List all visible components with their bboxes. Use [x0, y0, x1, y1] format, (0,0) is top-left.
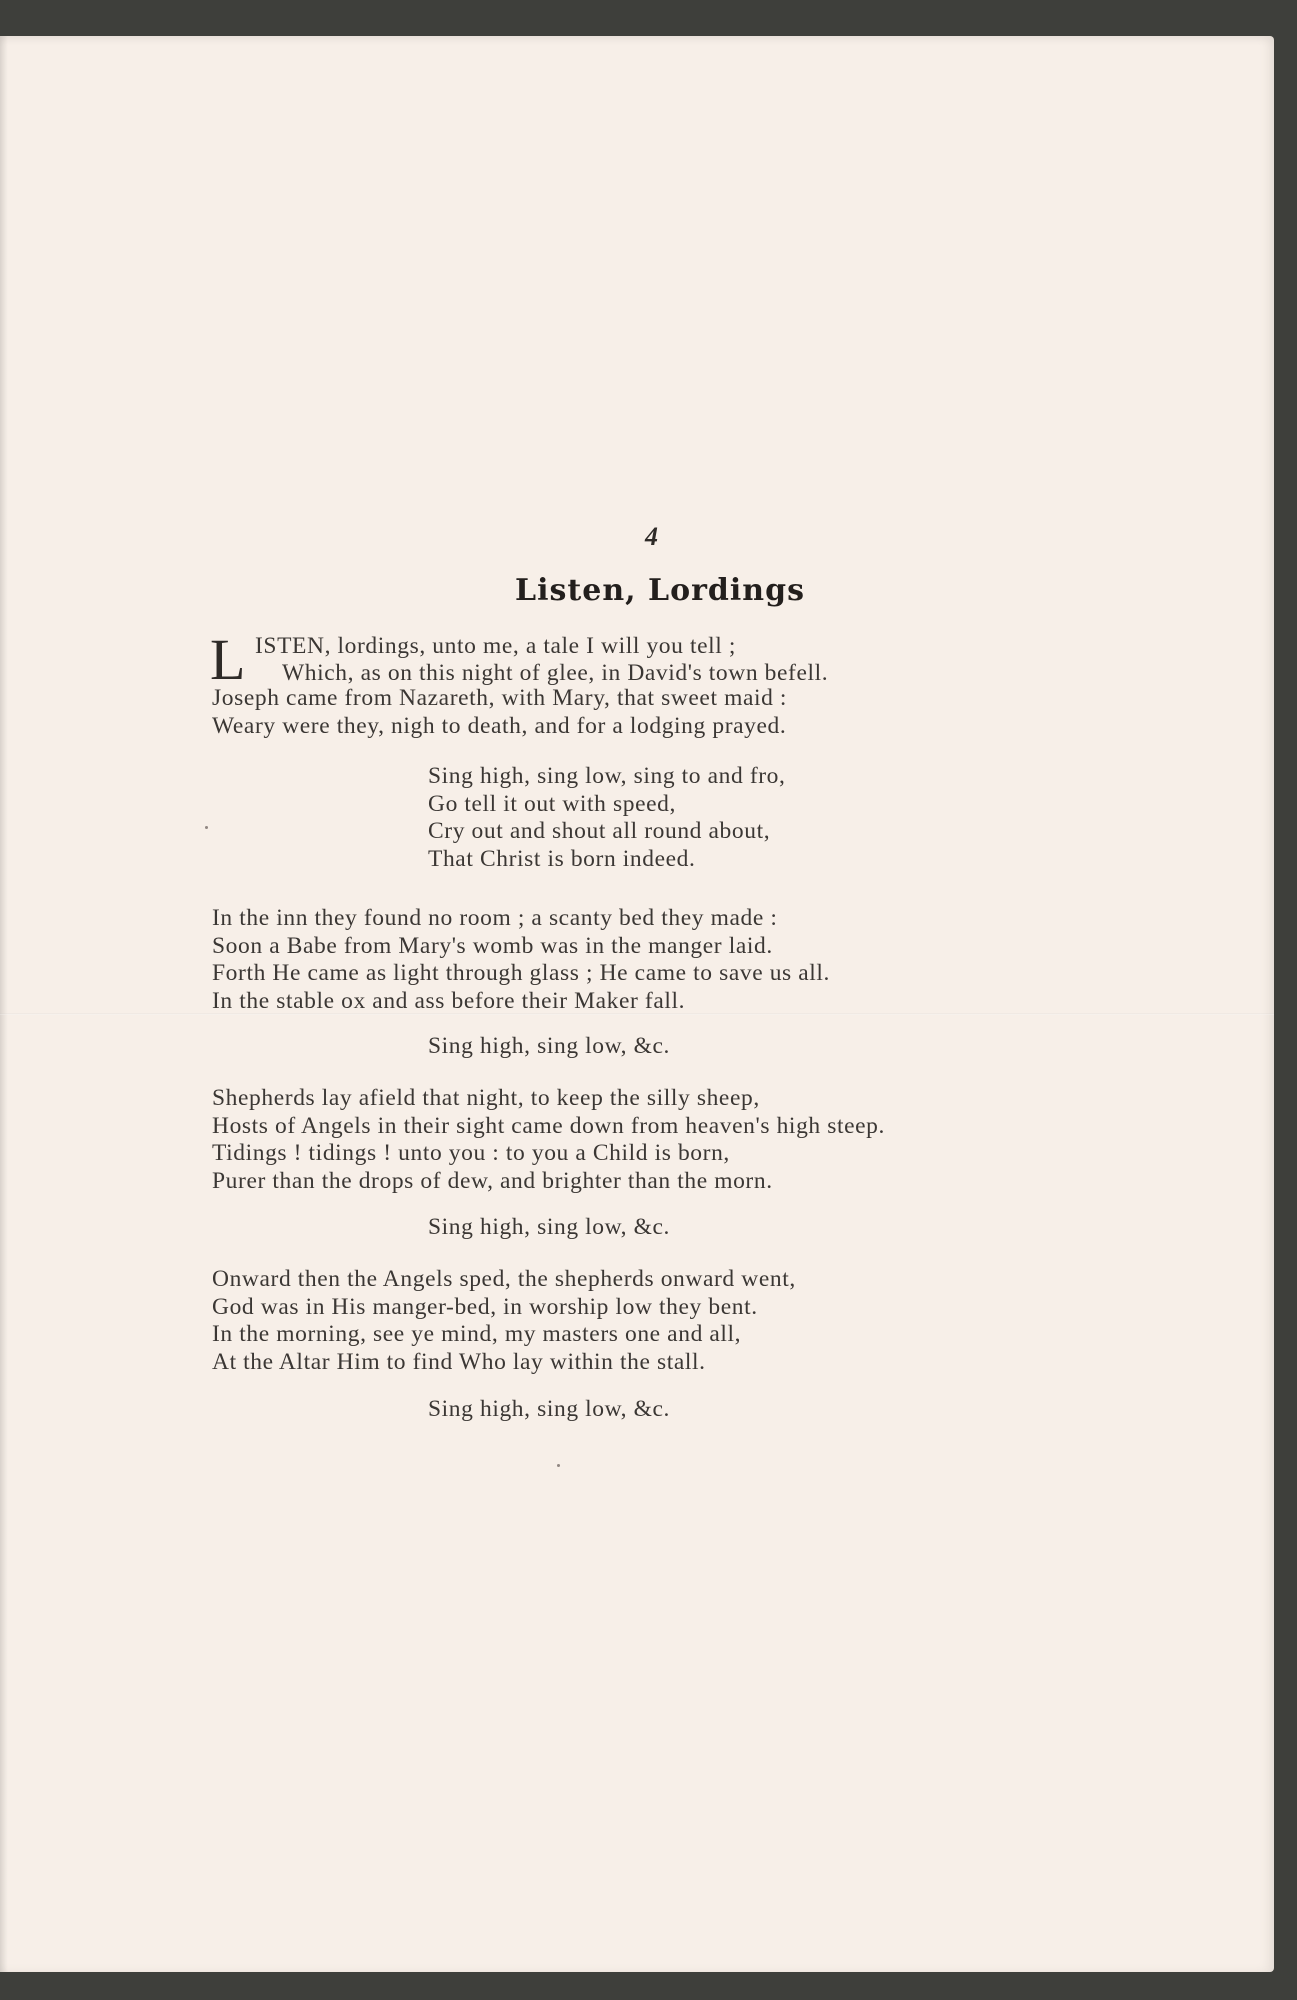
stanza-4-line-4: At the Altar Him to find Who lay within the stall. [212, 1348, 706, 1375]
stanza-3-line-3: Tidings ! tidings ! unto you : to you a Child is born, [212, 1140, 730, 1166]
stanza-3-line-1: Shepherds lay afield that night, to keep the silly sheep, [212, 1085, 760, 1111]
chorus-line-1: Sing high, sing low, sing to and fro, [428, 763, 786, 789]
chorus-short-2 [428, 1214, 670, 1242]
stanza-4-line-1: Onward then the Angels sped, the shepherds onward went, [212, 1266, 796, 1292]
chorus-short-1 [428, 1033, 670, 1061]
stanza-2 [212, 905, 830, 1015]
carol-title: Listen, Lordings [515, 573, 805, 608]
stanza-4-line-2: God was in His manger-bed, in worship low they bent. [212, 1293, 758, 1320]
stanza-4 [212, 1266, 796, 1376]
paper-speck [205, 826, 208, 829]
stanza-1-rest [212, 685, 787, 740]
stanza-1-line-4: Weary were they, nigh to death, and for a lodging prayed. [212, 712, 787, 739]
page-number: 4 [645, 522, 658, 551]
chorus-short-3 [428, 1396, 670, 1424]
stanza-2-line-4: In the stable ox and ass before their Maker fall. [212, 987, 686, 1014]
stanza-1-line-2: Which, as on this night of glee, in David's town befell. [282, 660, 829, 686]
stanza-3 [212, 1085, 885, 1195]
chorus-line-3: Cry out and shout all round about, [428, 818, 771, 844]
chorus-line-2: Go tell it out with speed, [428, 790, 676, 817]
stanza-2-line-3: Forth He came as light through glass ; He came to save us all. [212, 960, 831, 986]
stanza-3-line-4: Purer than the drops of dew, and brighter than the morn. [212, 1167, 773, 1194]
stanza-1-line-3: Joseph came from Nazareth, with Mary, that sweet maid : [212, 685, 788, 711]
chorus-line-4: That Christ is born indeed. [428, 845, 696, 872]
stanza-3-line-2: Hosts of Angels in their sight came down from heaven's high steep. [212, 1112, 885, 1139]
stanza-4-line-3: In the morning, see ye mind, my masters one and all, [212, 1321, 742, 1347]
chorus-short-1-line: Sing high, sing low, &c. [428, 1033, 671, 1059]
drop-cap: L [210, 627, 246, 692]
paper-speck [557, 1464, 560, 1467]
chorus-short-2-line: Sing high, sing low, &c. [428, 1214, 671, 1240]
chorus-short-3-line: Sing high, sing low, &c. [428, 1396, 671, 1422]
chorus-full [428, 763, 786, 873]
stanza-2-line-2: Soon a Babe from Mary's womb was in the manger laid. [212, 932, 773, 959]
stanza-1-line-1: ISTEN, lordings, unto me, a tale I will you tell ; [255, 633, 736, 659]
page-binding-shadow [0, 36, 8, 1972]
stanza-2-line-1: In the inn they found no room ; a scanty bed they made : [212, 905, 778, 931]
